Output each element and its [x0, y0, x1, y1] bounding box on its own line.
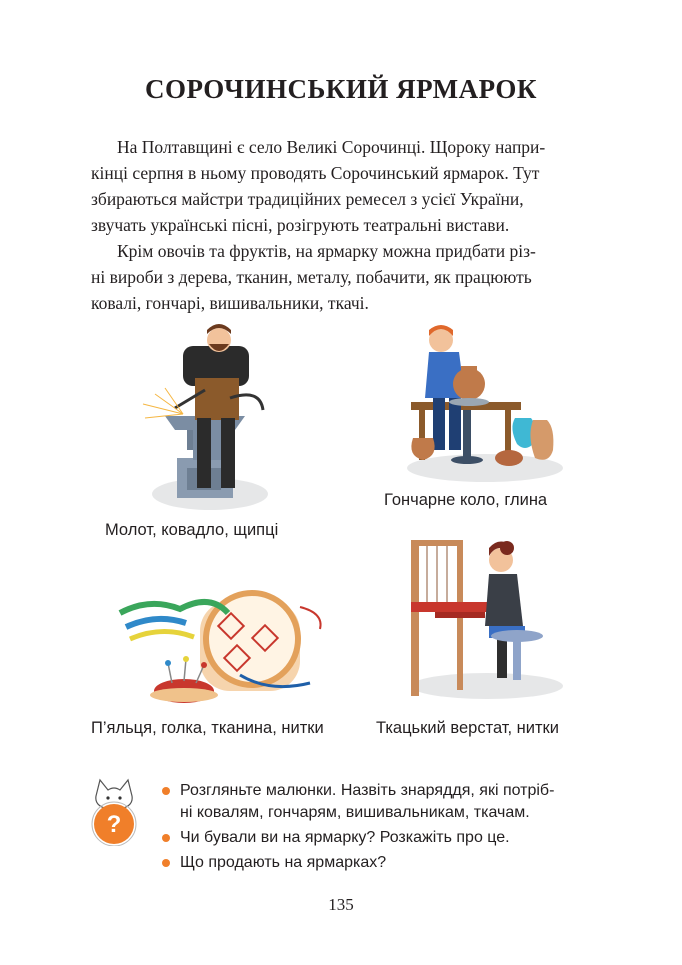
paragraph-2 [91, 238, 591, 316]
list-item [160, 852, 610, 874]
question-line: Розгляньте малюнки. Назвіть знаряддя, які потріб- [180, 782, 555, 799]
paragraph-line: збираються майстри традиційних ремесел з усієї України, [91, 189, 524, 209]
cat-question-icon [88, 774, 140, 846]
paragraph-line: Крім овочів та фруктів, на ярмарку можна придбати різ- [117, 241, 536, 261]
question-line: Чи бували ви на ярмарку? Розкажіть про це. [180, 829, 510, 846]
paragraph-1 [91, 134, 591, 238]
caption-weaver: Ткацький верстат, нитки [376, 719, 559, 737]
bullet-icon [162, 834, 170, 842]
list-item [160, 780, 610, 824]
paragraph-line: На Полтавщині є село Великі Сорочинці. Щороку напри- [117, 137, 546, 157]
paragraph-line: ні вироби з дерева, тканин, металу, побачити, як працюють [91, 267, 532, 287]
paragraph-line: ковалі, гончарі, вишивальники, ткачі. [91, 293, 369, 313]
question-line: Що продають на ярмарках? [180, 854, 387, 871]
bullet-icon [162, 859, 170, 867]
question-mark: ? [106, 811, 122, 838]
caption-embroidery: П’яльця, голка, тканина, нитки [91, 719, 324, 737]
page-number: 135 [328, 895, 354, 914]
paragraph-line: кінці серпня в ньому проводять Сорочинський ярмарок. Тут [91, 163, 540, 183]
paragraph-line: звучать українські пісні, розігрують театральні вистави. [91, 215, 510, 235]
blacksmith-illustration [135, 318, 275, 513]
embroidery-illustration [110, 583, 330, 713]
question-list [160, 780, 610, 877]
caption-blacksmith: Молот, ковадло, щипці [105, 521, 279, 539]
potter-illustration [405, 318, 565, 483]
question-line: ні ковалям, гончарям, вишивальникам, ткачам. [180, 804, 530, 821]
caption-potter: Гончарне коло, глина [384, 491, 548, 509]
page-title: СОРОЧИНСЬКИЙ ЯРМАРОК [144, 74, 538, 104]
bullet-icon [162, 787, 170, 795]
list-item [160, 827, 610, 849]
weaver-illustration [405, 532, 565, 702]
